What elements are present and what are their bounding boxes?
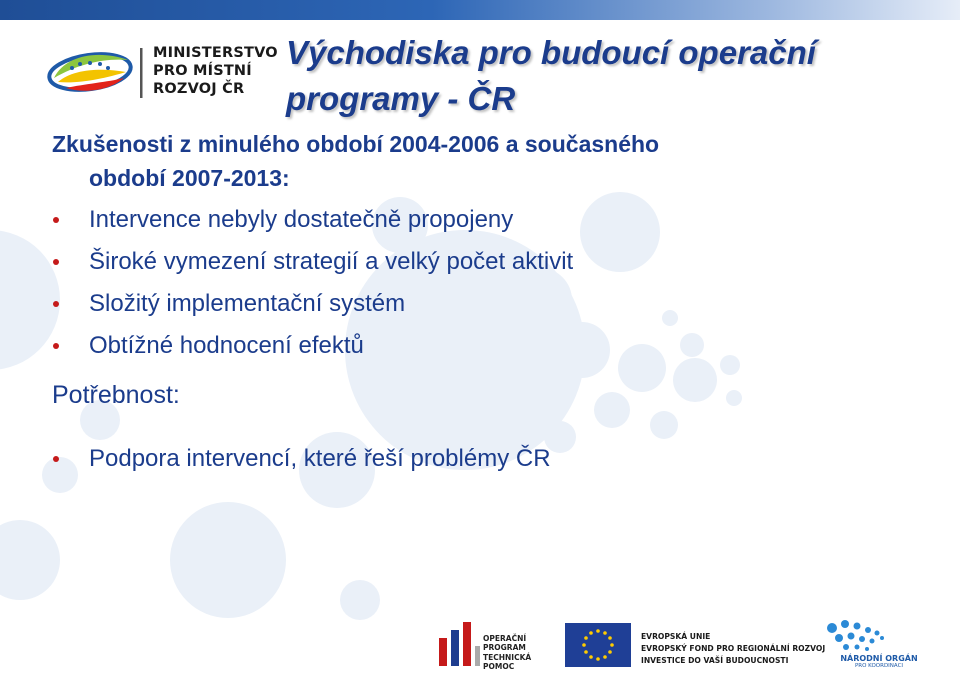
ministry-name [153, 44, 283, 98]
oppt-logo-line: OPERAČNÍ [483, 634, 527, 643]
list-item-text: Intervence nebyly dostatečně propojeny [89, 206, 514, 233]
eu-logo-line: INVESTICE DO VAŠÍ BUDOUCNOSTI [641, 656, 789, 666]
bullet-icon [53, 259, 59, 265]
oppt-logo-line: TECHNICKÁ [483, 652, 532, 662]
list-item [52, 241, 932, 283]
nok-title: NÁRODNÍ ORGÁN [840, 654, 918, 663]
section-experience-heading: Zkušenosti z minulého období 2004-2006 a současného [52, 131, 660, 157]
bullet-icon [53, 217, 59, 223]
list-item [52, 199, 932, 241]
list-item [52, 438, 932, 480]
nok-dots-icon [827, 620, 884, 651]
eu-flag-icon [565, 623, 631, 667]
need-list [52, 438, 932, 480]
nok-subtitle: PRO KOORDINACI [854, 663, 904, 669]
oppt-logo-line: PROGRAM [483, 643, 526, 653]
bullet-icon [53, 456, 59, 462]
section-need-heading: Potřebnost: [52, 381, 180, 409]
oppt-logo-text [483, 634, 531, 672]
ministry-name-line: ROZVOJ ČR [153, 81, 245, 97]
oppt-bars-icon [439, 622, 480, 666]
oppt-logo-line: POMOC [483, 662, 515, 672]
list-item-text: Podpora intervencí, které řeší problémy ČR [89, 445, 551, 472]
eu-logo-line: EVROPSKÝ FOND PRO REGIONÁLNÍ ROZVOJ [641, 644, 826, 654]
list-item-text: Složitý implementační systém [89, 290, 406, 317]
slide-title [286, 30, 946, 122]
ministry-name-line: PRO MÍSTNÍ [153, 63, 252, 79]
ministry-name-line: MINISTERSTVO [153, 45, 278, 61]
slide-title-line: programy - ČR [286, 80, 516, 117]
experience-list [52, 199, 932, 367]
bullet-icon [53, 343, 59, 349]
list-item [52, 283, 932, 325]
eu-logo-text [641, 631, 825, 668]
nok-logo-text [829, 654, 929, 670]
bullet-icon [53, 301, 59, 307]
eu-logo-line: EVROPSKÁ UNIE [641, 632, 711, 641]
list-item [52, 325, 932, 367]
list-item-text: Široké vymezení strategií a velký počet aktivit [89, 248, 574, 275]
list-item-text: Obtížné hodnocení efektů [89, 332, 364, 359]
section-experience-heading-continued: období 2007-2013: [89, 165, 290, 191]
slide-content [52, 127, 932, 480]
slide-title-line: Východiska pro budoucí operační [286, 34, 816, 71]
